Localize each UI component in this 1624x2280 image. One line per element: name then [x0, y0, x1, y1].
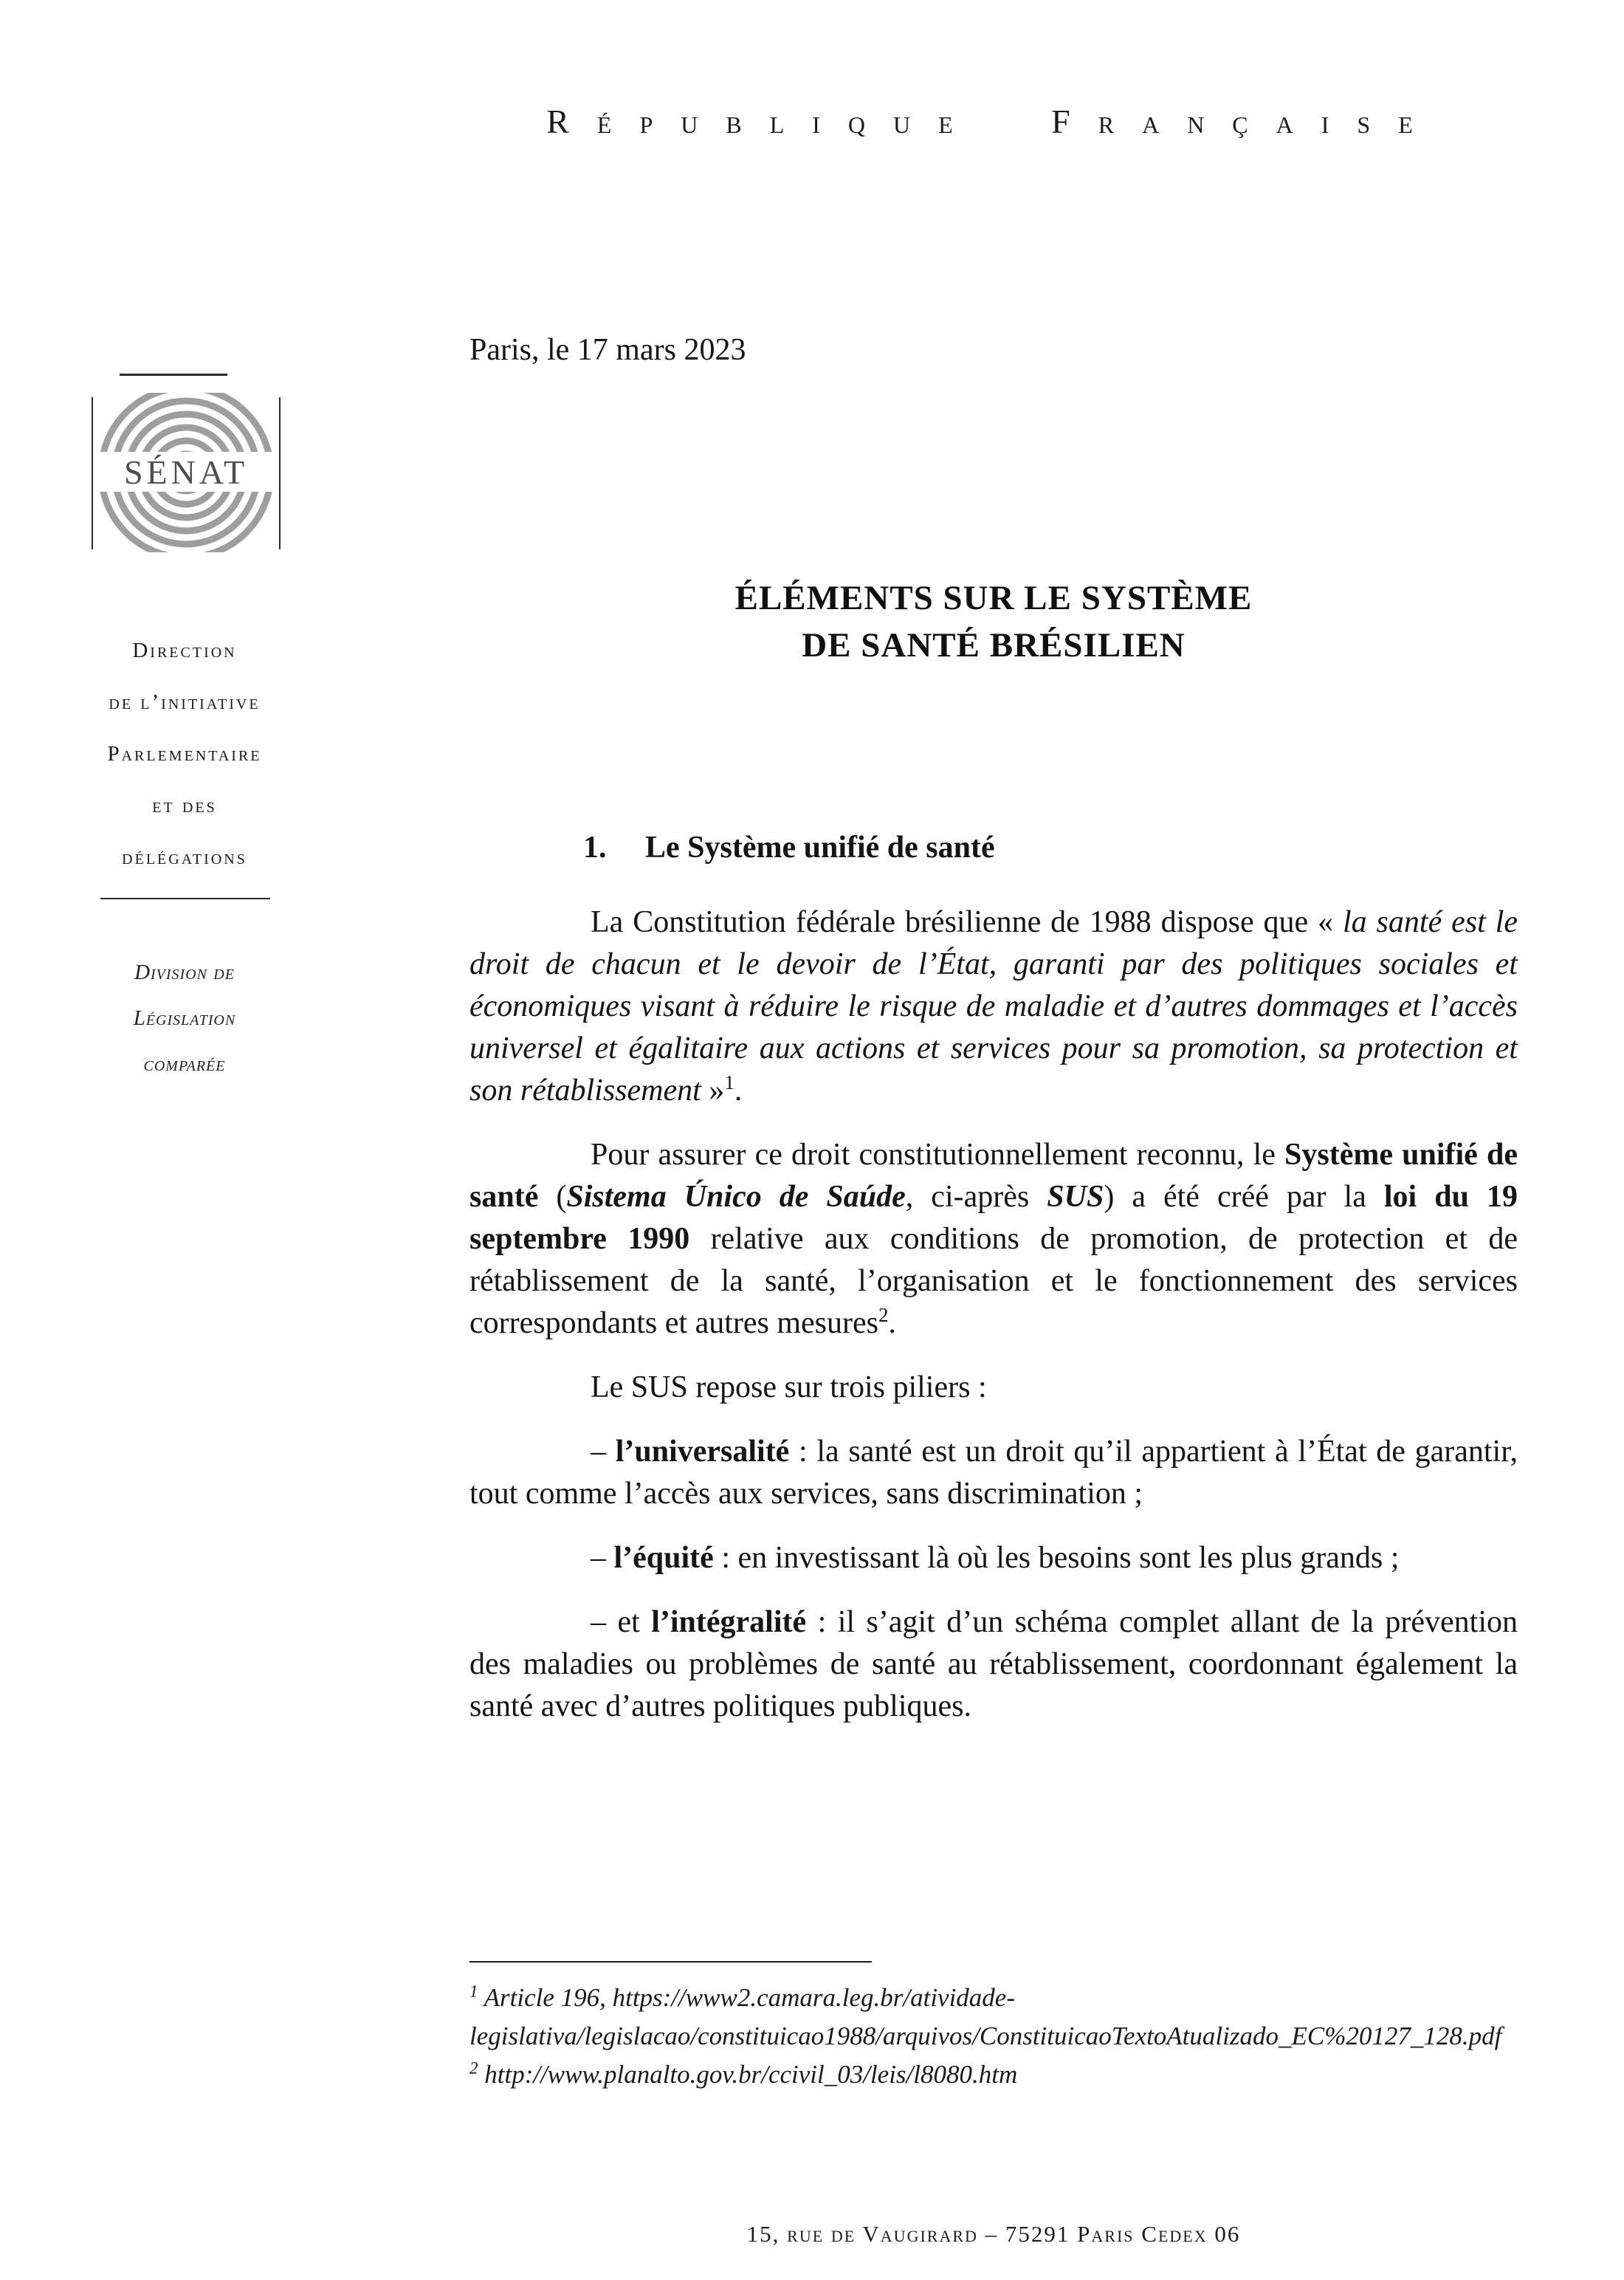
logo-top-rule [120, 374, 227, 376]
document-body [469, 827, 1518, 1750]
republic-header: République Française [546, 103, 1441, 140]
direction-line: et des [152, 794, 217, 817]
direction-line: délégations [122, 845, 247, 869]
footnote-2 [469, 2056, 1518, 2094]
bullet-equite: – l’équité : en investissant là où les besoins sont les plus grands ; [591, 1541, 1400, 1575]
paragraph-three-pillars: Le SUS repose sur trois piliers : [591, 1370, 987, 1404]
direction-line: Direction [132, 639, 237, 662]
footnote-1-marker: 1 [469, 1982, 478, 2001]
paragraph-sus-creation: Pour assurer ce droit constitutionnellement reconnu, le Système unifié de santé (Sistema Único de Saúde, ci-après SUS) a été créé par la loi du 19 septembre 1990 relative aux conditions de promotion, de protection et de rétablissement de la santé, l’organisation et le fonctionnement des services correspondants et autres mesures$^2$. [469, 1138, 1518, 1340]
sidebar-divider [100, 898, 270, 899]
logo-left-rule [92, 397, 93, 549]
footnote-1 [469, 1979, 1518, 2056]
footnote-2-text: http://www.planalto.gov.br/ccivil_03/leis/l8080.htm [478, 2060, 1018, 2089]
division-line: Division de [134, 961, 235, 984]
bullet-integralite: – et l’intégralité : il s’agit d’un schéma complet allant de la prévention des maladies ou problèmes de santé au rétablissement, coordonnant également la santé avec d’autres politiques publiques. [469, 1605, 1518, 1723]
direction-line: de l’initiative [109, 690, 261, 714]
paragraph-constitution: La Constitution fédérale brésilienne de 1988 dispose que « la santé est le droit de chacun et le devoir de l’État, garanti par des politiques sociales et économiques visant à réduire le risque de maladie et d’autres dommages et l’accès universel et égalitaire aux actions et services pour sa promotion, sa protection et son rétablissement »$^1$. [469, 905, 1518, 1108]
footnotes [469, 1961, 1518, 2094]
section-1-number: 1. [583, 831, 607, 865]
footnote-1-text: Article 196, https://www2.camara.leg.br/atividade-legislativa/legislacao/constituicao1988/arquivos/ConstituicaoTextoAtualizado_EC%20127_128.pdf [469, 1983, 1502, 2050]
document-title [469, 574, 1518, 669]
document-title-line1: ÉLÉMENTS SUR LE SYSTÈME [734, 579, 1253, 617]
section-1-heading [469, 827, 1518, 869]
senat-logo-icon [94, 393, 278, 552]
dateline: Paris, le 17 mars 2023 [469, 333, 746, 367]
section-1-title: Le Système unifié de santé [645, 831, 995, 865]
direction-line: Parlementaire [107, 742, 262, 766]
direction-block [74, 625, 295, 883]
footnote-2-marker: 2 [469, 2058, 478, 2078]
footnote-separator [469, 1961, 872, 1963]
division-block [74, 950, 295, 1087]
logo-right-rule [279, 397, 281, 549]
division-line: comparée [143, 1052, 226, 1076]
bullet-universalite: – l’universalité : la santé est un droit qu’il appartient à l’État de garantir, tout comme l’accès aux services, sans discrimination ; [469, 1435, 1518, 1511]
senat-logo-text: SÉNAT [123, 453, 249, 491]
document-title-line2: DE SANTÉ BRÉSILIEN [802, 626, 1186, 665]
division-line: Législation [133, 1006, 236, 1030]
footer-address: 15, rue de Vaugirard – 75291 Paris Cedex 06 [746, 2221, 1241, 2247]
